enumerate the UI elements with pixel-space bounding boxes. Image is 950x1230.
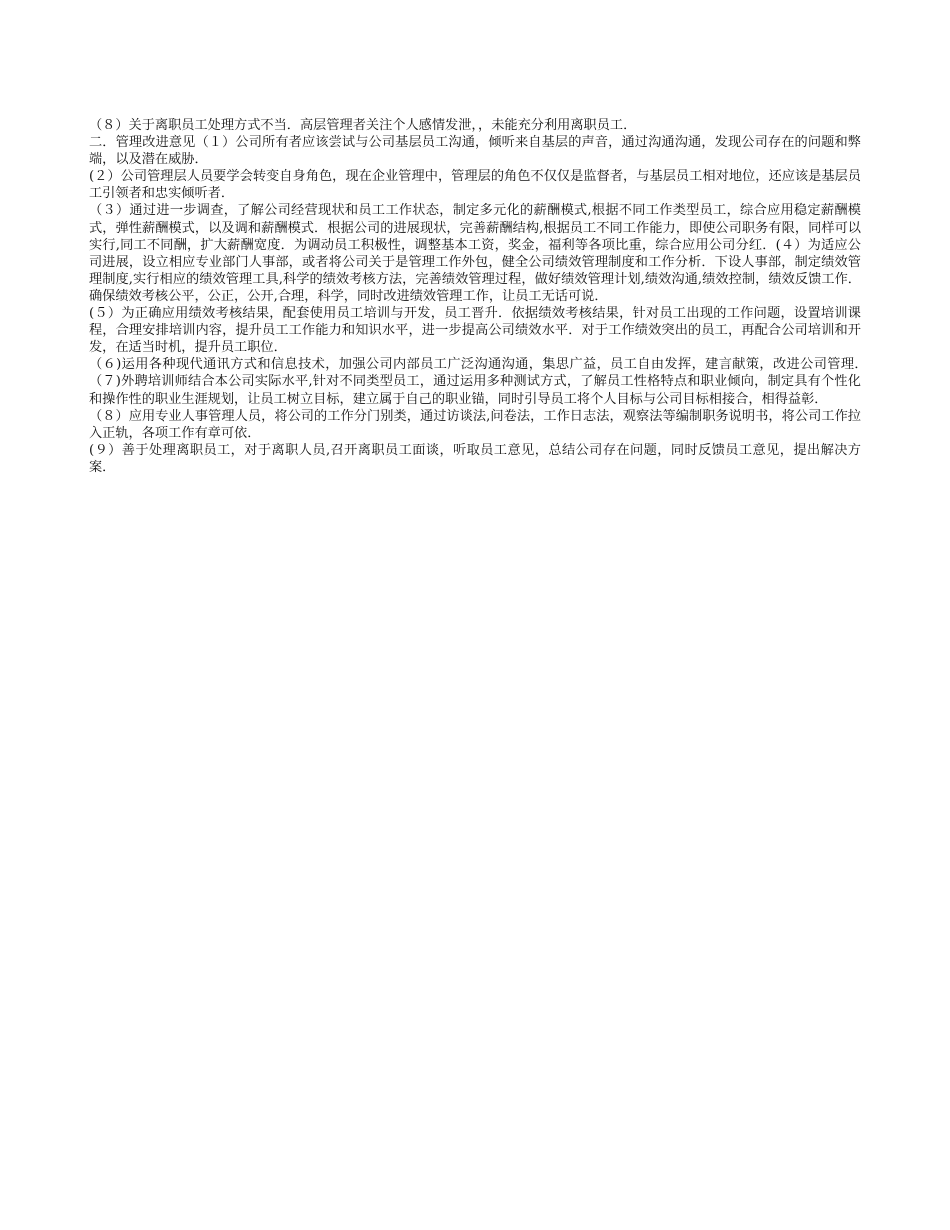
paragraph-improvement-1: 二．管理改进意见（１）公司所有者应该尝试与公司基层员工沟通，倾听来自基层的声音，通过沟通沟通，发现公司存在的问题和弊端，以及潜在威胁． [89,135,861,168]
paragraph-improvement-5: (５）为正确应用绩效考核结果，配套使用员工培训与开发，员工晋升．依据绩效考核结果，针对员工出现的工作问题，设置培训课程，合理安排培训内容，提升员工工作能力和知识水平，进一步提高公司绩效水平．对于工作绩效突出的员工，再配合公司培训和开发，在适当时机，提升员工职位． [89,306,861,356]
paragraph-departing-staff-issue: （８）关于离职员工处理方式不当．高层管理者关注个人感情发泄，，未能充分利用离职员工． [89,118,637,133]
paragraph-improvement-6-7: （６)运用各种现代通讯方式和信息技术，加强公司内部员工广泛沟通沟通，集思广益，员工自由发挥，建言献策，改进公司管理． （７)外聘培训师结合本公司实际水平,针对不同类型员工，通过运用多种测试方式，了解员工性格特点和职业倾向，制定具有个性化和操作性的职业生涯规划，让员工树立目标，建立属于自己的职业锚，同时引导员工将个人目标与公司目标相接合，相得益彰． [89,357,875,407]
document-body [89,117,875,476]
paragraph-improvement-9: (９）善于处理离职员工，对于离职人员,召开离职员工面谈，听取员工意见，总结公司存在问题，同时反馈员工意见，提出解决方案． [89,442,861,475]
paragraph-improvement-8: （８）应用专业人事管理人员，将公司的工作分门别类，通过访谈法,问卷法，工作日志法，观察法等编制职务说明书，将公司工作拉入正轨，各项工作有章可依． [89,408,861,441]
paragraph-improvement-2: (２）公司管理层人员要学会转变自身角色，现在企业管理中，管理层的角色不仅仅是监督者，与基层员工相对地位，还应该是基层员工引领者和忠实倾听者． [89,169,861,202]
paragraph-improvement-3-4: （３）通过进一步调查，了解公司经营现状和员工工作状态，制定多元化的薪酬模式,根据不同工作类型员工，综合应用稳定薪酬模式，弹性薪酬模式，以及调和薪酬模式．根据公司的进展现状，完善薪酬结构,根据员工不同工作能力，即使公司职务有限，同样可以实行,同工不同酬，扩大薪酬宽度．为调动员工积极性，调整基本工资，奖金，福利等各项比重，综合应用公司分红．(４）为适应公司进展，设立相应专业部门人事部，或者将公司关于是管理工作外包，健全公司绩效管理制度和工作分析．下设人事部，制定绩效管理制度,实行相应的绩效管理工具,科学的绩效考核方法，完善绩效管理过程，做好绩效管理计划,绩效沟通,绩效控制，绩效反馈工作．确保绩效考核公平，公正，公开,合理，科学，同时改进绩效管理工作，让员工无话可说． [89,203,861,304]
